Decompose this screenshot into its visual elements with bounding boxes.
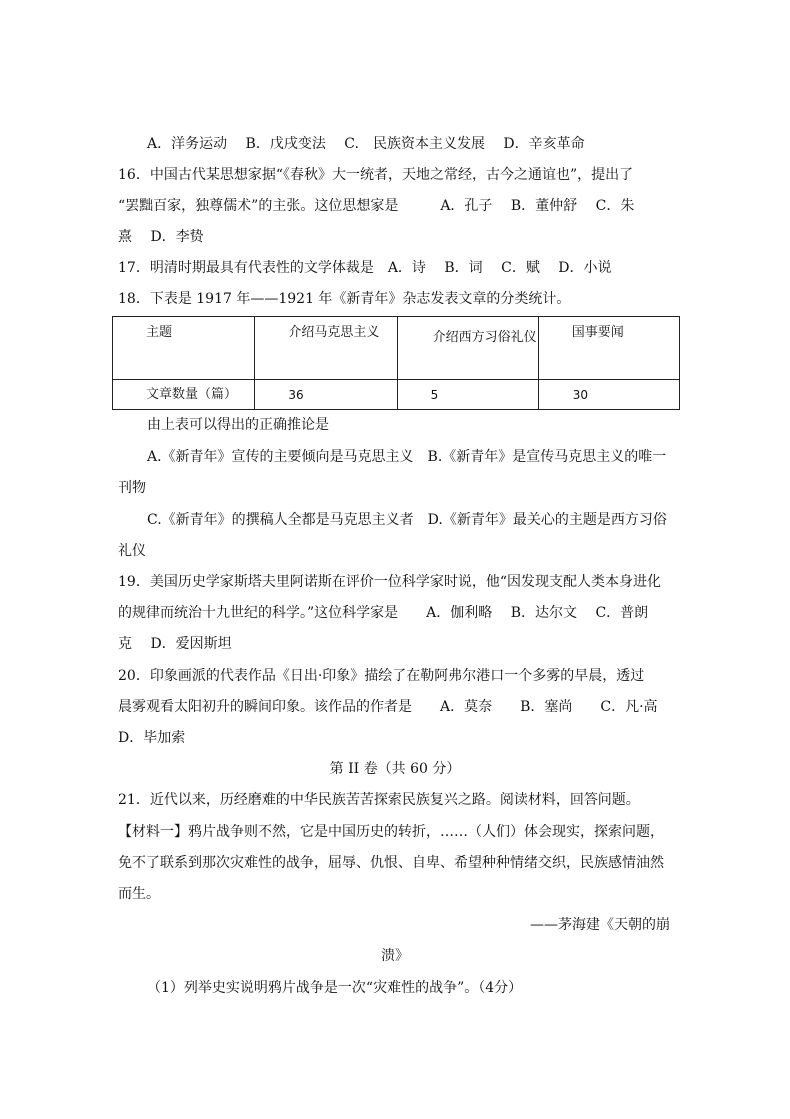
table-header-national-affairs: 国事要闻 [571,325,624,340]
table-header-marxism: 介绍马克思主义 [288,325,380,340]
q20-line3: D．毕加索 [118,730,186,746]
section2-title: 第 II 卷（共 60 分） [329,761,461,777]
q19-line2: 的规律而统治十九世纪的科学。”这位科学家是 A．伽利略 B．达尔文 C．普朗 [118,605,649,621]
q20-line1: 20．印象画派的代表作品《日出·印象》描绘了在勒阿弗尔港口一个多雾的早晨，透过 [118,668,645,684]
q17: 17．明清时期最具有代表性的文学体裁是 A．诗 B．词 C．赋 D．小说 [118,260,612,276]
table-cell-marxism: 36 [288,387,304,402]
q21-subquestion-1: （1）列举史实说明鸦片战争是一次“灾难性的战争”。（4分） [147,980,523,996]
material1-line1: 【材料一】鸦片战争则不然，它是中国历史的转折，……（人们）体会现实，探索问题， [118,824,664,840]
q19-line1: 19．美国历史学家斯塔夫里阿诺斯在评价一位科学家时说，他“因发现支配人类本身进化 [118,574,661,590]
material1-source-line1: ——茅海建《天朝的崩 [530,917,670,933]
q15-options: A．洋务运动 B．戊戌变法 C. 民族资本主义发展 D．辛亥革命 [147,136,585,152]
q18-stem: 18．下表是 1917 年——1921 年《新青年》杂志发表文章的分类统计。 [118,291,571,307]
q18-prompt: 由上表可以得出的正确推论是 [147,417,329,433]
q18-options-cd-line2: 礼仪 [118,543,146,559]
material1-line3: 而生。 [118,886,160,902]
q19-line3: 克 D．爱因斯坦 [118,636,232,652]
q18-options-cd-line1: C.《新青年》的撰稿人全都是马克思主义者 D.《新青年》最关心的主题是西方习俗 [147,512,667,528]
q16-line1: 16．中国古代某思想家据“《春秋》大一统者，天地之常经，古今之通谊也”，提出了 [118,167,634,183]
q18-options-ab-line2: 刊物 [118,480,146,496]
material1-line2: 免不了联系到那次灾难性的战争，屈辱、仇恨、自卑、希望种种情绪交织，民族感情油然 [118,855,664,871]
table-cell-western-customs: 5 [430,387,439,402]
q20-line2: 晨雾观看太阳初升的瞬间印象。该作品的作者是 A．莫奈 B．塞尚 C．凡·高 [118,699,658,715]
table-header-western-customs: 介绍西方习俗礼仪 [432,330,537,345]
material1-source-line2: 溃》 [381,948,409,964]
table-row-label: 文章数量（篇） [146,386,238,402]
q21-stem: 21．近代以来，历经磨难的中华民族苦苦探索民族复兴之路。阅读材料，回答问题。 [118,792,640,808]
q16-line2: “罢黜百家，独尊儒术”的主张。这位思想家是 A．孔子 B．董仲舒 C．朱 [118,198,635,214]
table-cell-national-affairs: 30 [572,387,589,402]
q18-table [112,316,680,410]
q16-line3: 熹 D．李贽 [118,229,204,245]
q18-options-ab-line1: A.《新青年》宣传的主要倾向是马克思主义 B.《新青年》是宣传马克思主义的唯一 [147,449,667,465]
table-header-theme: 主题 [146,325,173,340]
